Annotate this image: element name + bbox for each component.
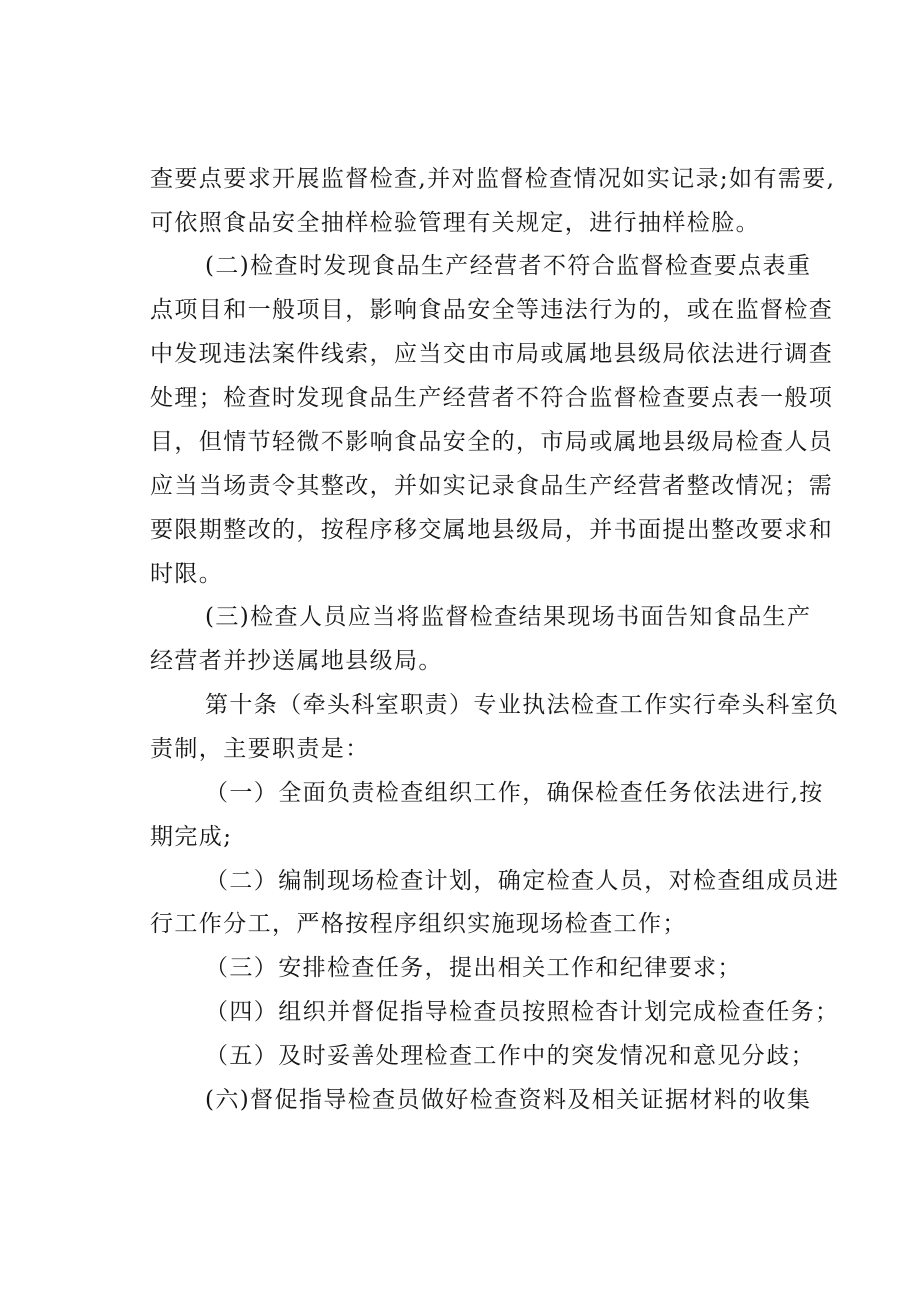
text-line: 行工作分工，严格按程序组织实施现场检查工作；	[150, 911, 687, 937]
text-line: (三)检查人员应当将监督检查结果现场书面告知食品生产	[205, 604, 812, 630]
list-item-line: （二）编制现场检查计划，确定检查人员，对检查组成员进	[205, 868, 840, 894]
text-line: 时限。	[150, 561, 224, 587]
text-line: (二)检查时发现食品生产经营者不符合监督检查要点表重	[205, 253, 812, 279]
text-line: 处理；检查时发现食品生产经营者不符合监督检查要点表一般项	[150, 385, 834, 411]
list-item-line: (六)督促指导检查员做好检查资料及相关证据材料的收集	[205, 1087, 812, 1113]
text-line: 期完成;	[150, 824, 233, 850]
text-line: 责制，主要职责是：	[150, 736, 370, 762]
list-item-line: （一）全面负责检查组织工作，确保检查任务依法进行,按	[205, 780, 824, 806]
text-line: 要限期整改的，按程序移交属地县级局，并书面提出整改要求和	[150, 517, 834, 543]
article-heading-line: 第十条（牵头科室职责）专业执法检查工作实行牵头科室负	[205, 692, 840, 718]
text-line: 目，但情节轻微不影响食品安全的，市局或属地县级局检查人员	[150, 429, 834, 455]
text-line: 点项目和一般项目，影响食品安全等违法行为的，或在监督检查	[150, 297, 834, 323]
list-item-line: （三）安排检查任务，提出相关工作和纪律要求；	[205, 955, 742, 981]
text-line: 应当当场责令其整改，并如实记录食品生产经营者整改情况；需	[150, 473, 834, 499]
list-item-line: （四）组织并督促指导检查员按照检杳计划完成检查任务；	[205, 999, 840, 1025]
text-line: 可依照食品安全抽样检验管理有关规定，进行抽样检脸。	[150, 210, 760, 236]
text-line: 查要点要求开展监督检查,并对监督检查情况如实记录;如有需要,	[150, 166, 836, 192]
list-item-line: （五）及时妥善处理检查工作中的突发情况和意见分歧；	[205, 1043, 815, 1069]
text-line: 经营者并抄送属地县级局。	[150, 648, 443, 674]
text-line: 中发现违法案件线索，应当交由市局或属地县级局依法进行调查	[150, 341, 834, 367]
